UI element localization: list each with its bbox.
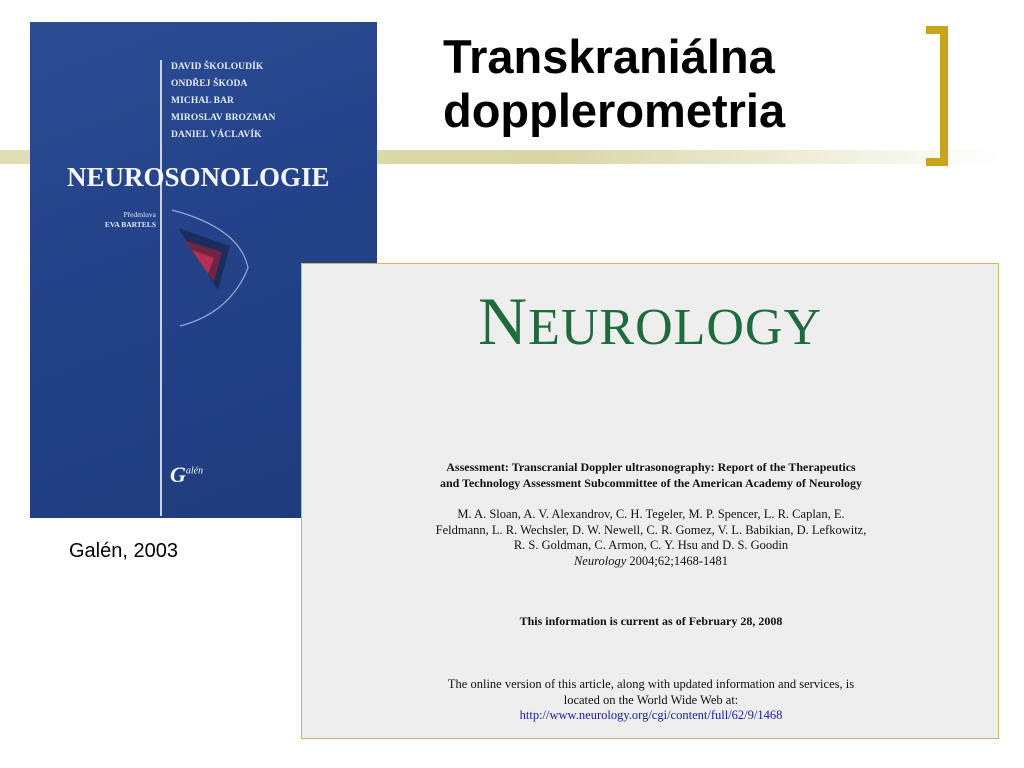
- foreword-label: Předmluva: [123, 210, 156, 219]
- article-title-line-1: Assessment: Transcranial Doppler ultrasonography: Report of the Therapeutics: [446, 460, 856, 474]
- article-authors-line-1: M. A. Sloan, A. V. Alexandrov, C. H. Tegeler, M. P. Spencer, L. R. Caplan, E.: [457, 507, 845, 521]
- book-authors: [171, 59, 275, 144]
- book-author: ONDŘEJ ŠKODA: [171, 79, 248, 89]
- journal-logo: [302, 276, 998, 373]
- citation-journal: Neurology: [573, 553, 627, 568]
- article-title-line-2: and Technology Assessment Subcommittee of the American Academy of Neurology: [439, 476, 863, 490]
- article-url-link[interactable]: http://www.neurology.org/cgi/content/full/62/9/1468: [519, 708, 783, 722]
- book-author: MIROSLAV BROZMAN: [171, 113, 276, 123]
- cover-divider-line: [160, 60, 162, 516]
- journal-logo-initial: N: [477, 283, 529, 359]
- book-caption: Galén, 2003: [69, 540, 178, 562]
- article-citation: [362, 554, 940, 570]
- book-author: DAVID ŠKOLOUDÍK: [171, 62, 264, 72]
- online-notice-line-1: The online version of this article, along with updated information and services, is: [447, 677, 855, 691]
- article-authors-line-2: Feldmann, L. R. Wechsler, D. W. Newell, C. R. Gomez, V. L. Babikian, D. Lefkowitz,: [435, 522, 867, 537]
- book-title: NEUROSONOLOGIE: [67, 162, 330, 192]
- decorative-bracket: [926, 26, 948, 166]
- publisher-name: alén: [185, 465, 204, 477]
- online-notice-line-2: located on the World Wide Web at:: [563, 692, 739, 707]
- article-title: [362, 459, 940, 491]
- slide-title-line-1: Transkraniálna: [443, 30, 775, 83]
- foreword-name: EVA BARTELS: [104, 220, 156, 229]
- journal-logo-rest: EUROLOGY: [528, 299, 823, 356]
- book-foreword: [86, 210, 156, 230]
- online-notice: [362, 677, 940, 724]
- book-author: MICHAL BAR: [171, 96, 235, 106]
- ultrasound-image: [170, 208, 300, 328]
- article-screenshot: [301, 263, 999, 739]
- publisher-logo: [170, 462, 203, 488]
- current-notice: This information is current as of February 28, 2008: [519, 614, 783, 628]
- article-authors: [362, 507, 940, 569]
- publisher-mark: G: [170, 462, 186, 487]
- citation-details: 2004;62;1468-1481: [626, 553, 729, 568]
- article-authors-line-3: R. S. Goldman, C. Armon, C. Y. Hsu and D. S. Goodin: [513, 538, 789, 552]
- book-author: DANIEL VÁCLAVÍK: [171, 130, 262, 140]
- slide-title: [443, 30, 903, 138]
- slide-title-line-2: dopplerometria: [443, 84, 786, 137]
